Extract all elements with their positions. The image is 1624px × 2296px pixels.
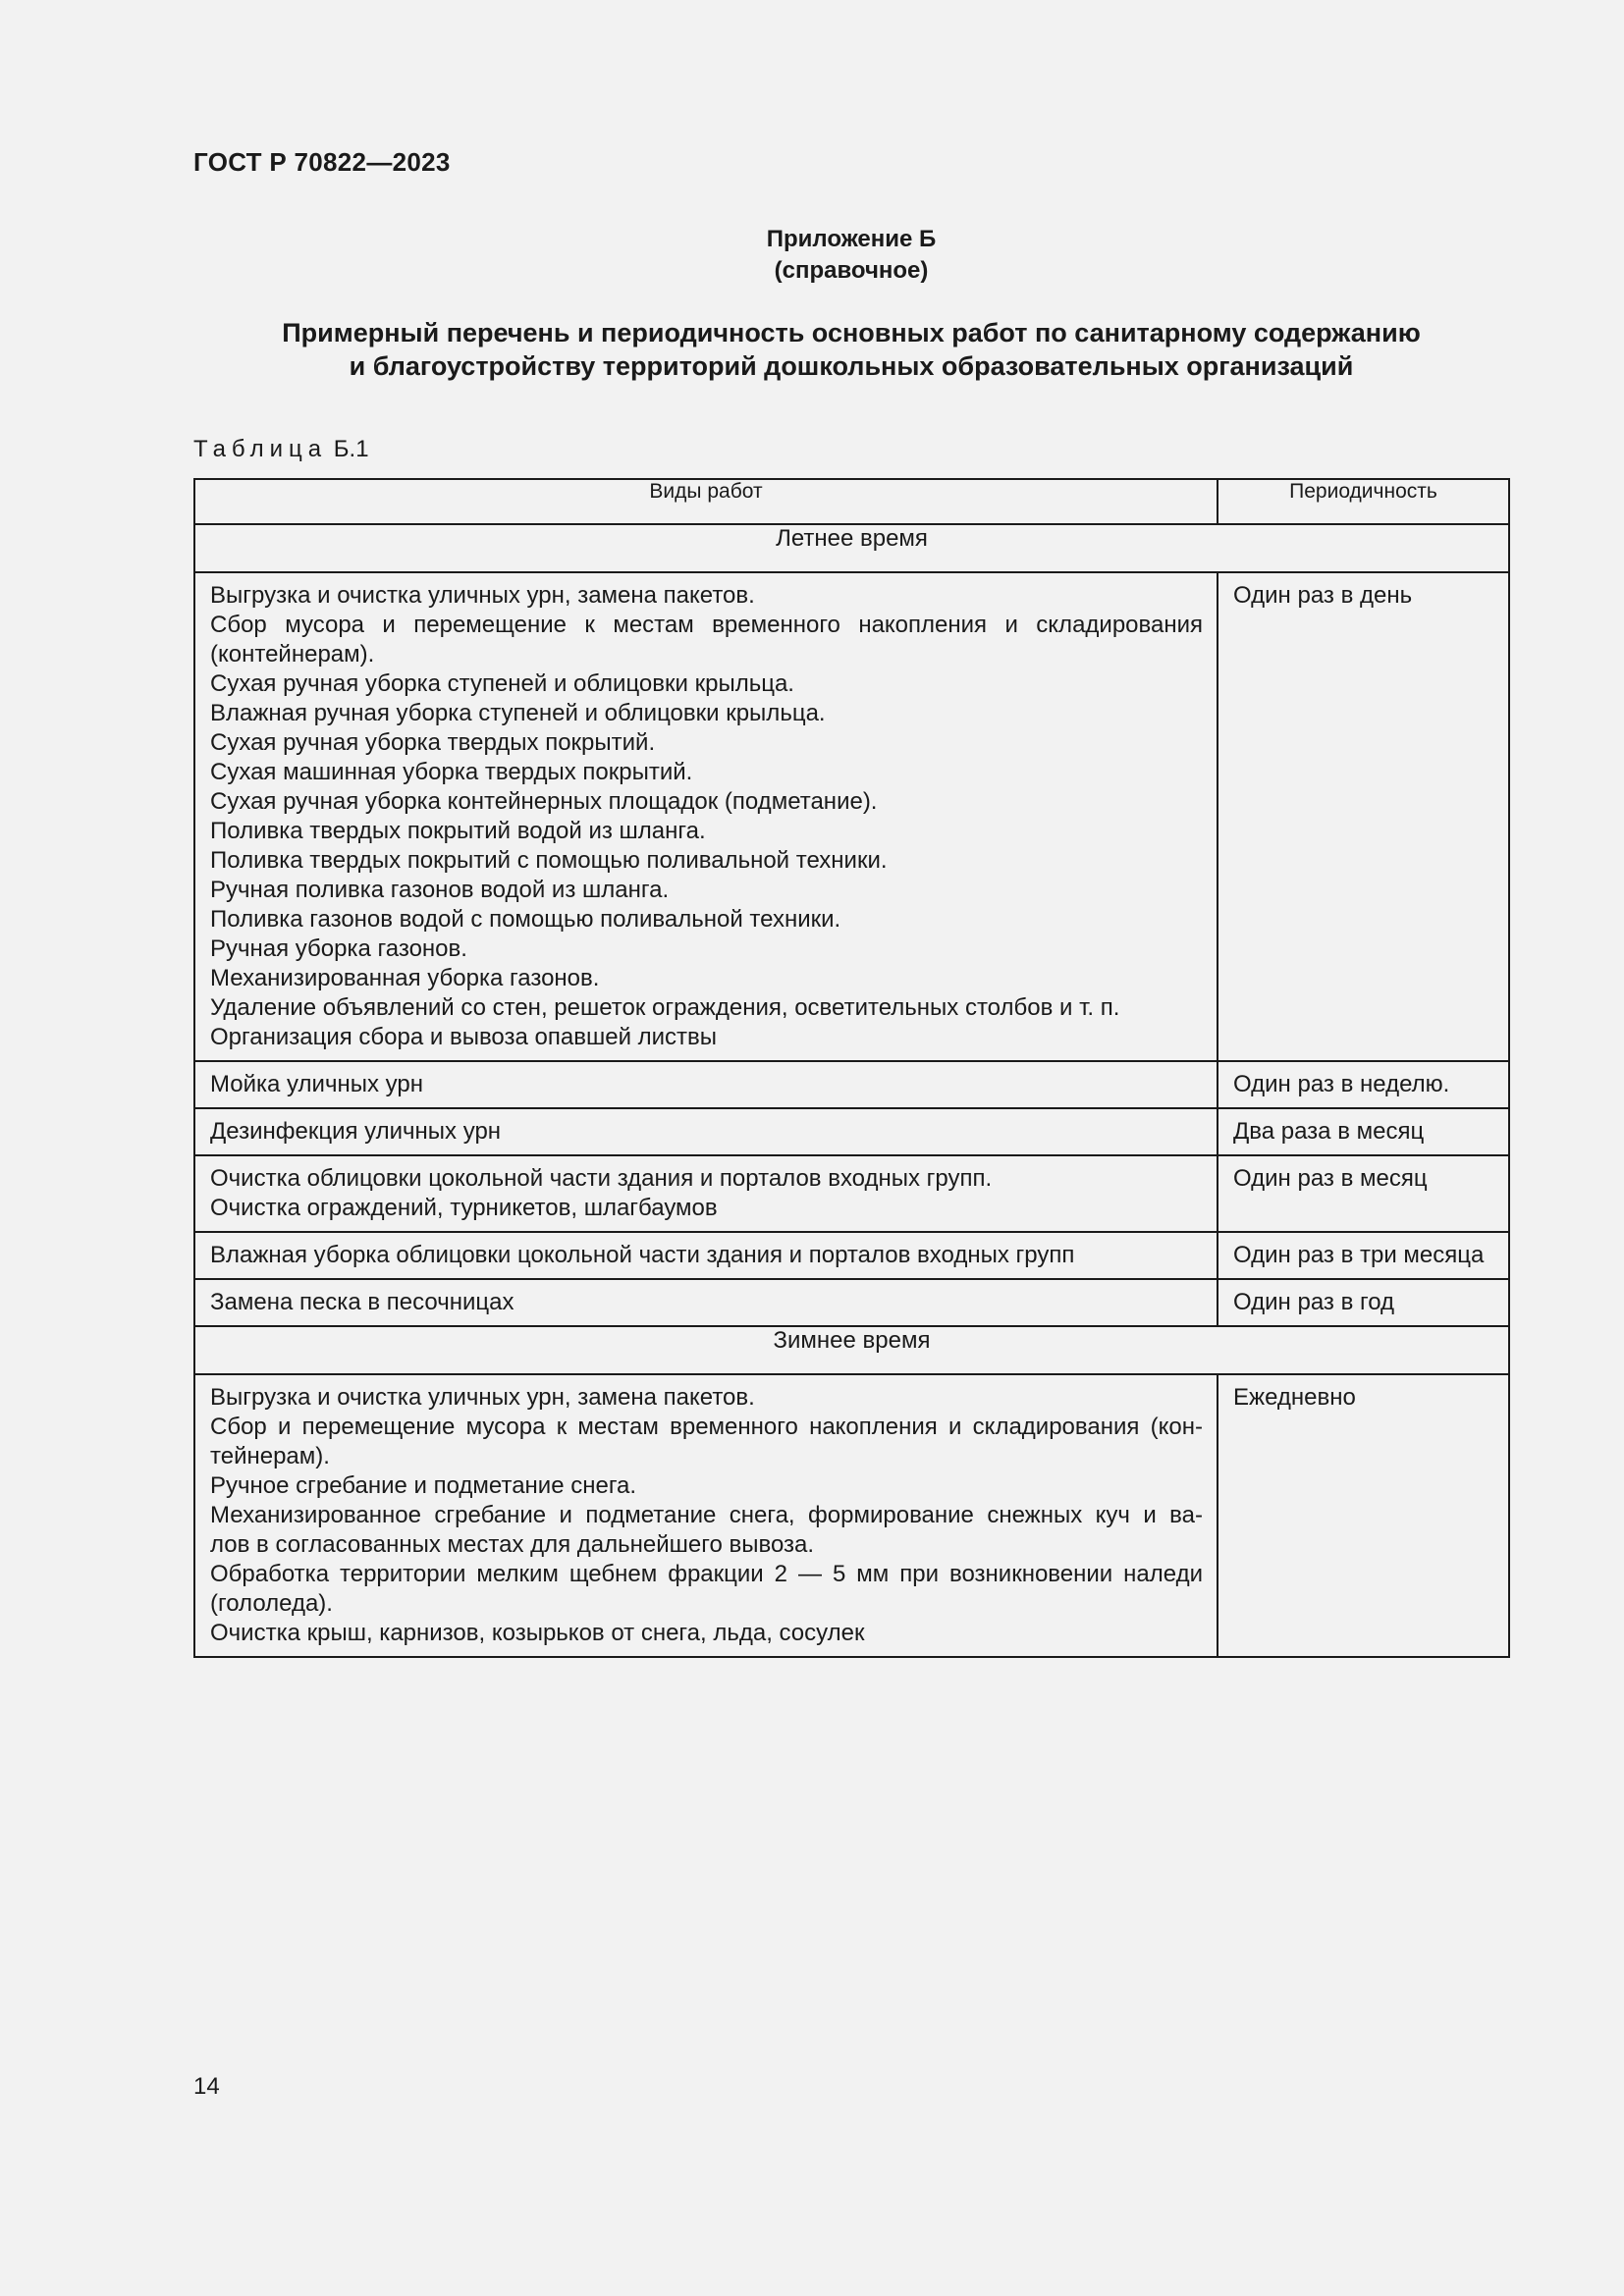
work-cell xyxy=(194,1279,1218,1326)
appendix-kind: (справочное) xyxy=(774,257,929,284)
table-caption-number: Б.1 xyxy=(333,436,369,462)
work-line: Очистка крыш, карнизов, козырьков от снега, льда, сосулек xyxy=(210,1620,865,1646)
work-cell xyxy=(194,572,1218,1061)
work-line: Сухая машинная уборка твердых покрытий. xyxy=(210,759,693,785)
work-line: Поливка газонов водой с помощью поливальной техники. xyxy=(210,906,841,933)
work-line: Сухая ручная уборка ступеней и облицовки крыльца. xyxy=(210,670,794,697)
table-row xyxy=(194,1232,1509,1279)
document-code: ГОСТ Р 70822—2023 xyxy=(193,147,451,177)
work-cell xyxy=(194,1374,1218,1657)
work-line: Сухая ручная уборка контейнерных площадок (подметание). xyxy=(210,788,878,815)
work-line: Замена песка в песочницах xyxy=(210,1289,514,1315)
period-cell xyxy=(1218,1108,1509,1155)
work-line: Поливка твердых покрытий водой из шланга. xyxy=(210,818,706,844)
work-line: (контейнерам). xyxy=(210,641,375,667)
work-line: Ручное сгребание и подметание снега. xyxy=(210,1472,637,1499)
table-caption-word: Таблица xyxy=(193,436,328,462)
work-cell xyxy=(194,1061,1218,1108)
season-row-summer xyxy=(194,524,1509,572)
period-cell xyxy=(1218,1279,1509,1326)
column-header-period: Периодичность xyxy=(1218,479,1509,524)
season-label: Летнее время xyxy=(194,524,1509,572)
table-row xyxy=(194,1108,1509,1155)
work-cell xyxy=(194,1232,1218,1279)
work-line: Влажная уборка облицовки цокольной части здания и порталов входных групп xyxy=(210,1242,1075,1268)
season-row-winter xyxy=(194,1326,1509,1374)
work-line: Удаление объявлений со стен, решеток ограждения, осветительных столбов и т. п. xyxy=(210,994,1120,1021)
table-row xyxy=(194,1061,1509,1108)
work-line: Выгрузка и очистка уличных урн, замена пакетов. xyxy=(210,582,755,609)
table-header-row xyxy=(194,479,1509,524)
appendix-title: Приложение Б xyxy=(766,226,937,252)
page-number: 14 xyxy=(193,2073,220,2100)
document-title xyxy=(193,316,1509,383)
work-line: тейнерам). xyxy=(210,1443,330,1469)
work-line: Мойка уличных урн xyxy=(210,1071,423,1097)
table-row xyxy=(194,1155,1509,1232)
table-row xyxy=(194,572,1509,1061)
work-line: Обработка территории мелким щебнем фракции 2 — 5 мм при возникновении наледи xyxy=(210,1561,1203,1587)
work-line: Организация сбора и вывоза опавшей листвы xyxy=(210,1024,718,1050)
table-caption xyxy=(193,436,369,463)
work-line: Сбор мусора и перемещение к местам временного накопления и складирования xyxy=(210,612,1203,638)
period-value: Один раз в три месяца xyxy=(1233,1242,1485,1268)
work-cell xyxy=(194,1108,1218,1155)
table-body xyxy=(194,524,1509,1657)
work-line: Очистка ограждений, турникетов, шлагбаумов xyxy=(210,1195,718,1221)
work-line: Механизированная уборка газонов. xyxy=(210,965,600,991)
document-title-line-1: Примерный перечень и периодичность основных работ по санитарному содержанию xyxy=(282,318,1421,347)
document-title-line-2: и благоустройству территорий дошкольных образовательных организаций xyxy=(349,351,1354,381)
works-table xyxy=(193,478,1510,1658)
work-line: Выгрузка и очистка уличных урн, замена пакетов. xyxy=(210,1384,755,1411)
period-cell xyxy=(1218,1374,1509,1657)
period-value: Один раз в месяц xyxy=(1233,1165,1428,1192)
work-line: Ручная уборка газонов. xyxy=(210,935,467,962)
work-line: Ручная поливка газонов водой из шланга. xyxy=(210,877,670,903)
work-line: лов в согласованных местах для дальнейшего вывоза. xyxy=(210,1531,815,1558)
table-row xyxy=(194,1374,1509,1657)
column-header-work: Виды работ xyxy=(194,479,1218,524)
season-label: Зимнее время xyxy=(194,1326,1509,1374)
period-cell xyxy=(1218,1155,1509,1232)
work-line: Поливка твердых покрытий с помощью поливальной техники. xyxy=(210,847,888,874)
period-cell xyxy=(1218,1232,1509,1279)
work-cell xyxy=(194,1155,1218,1232)
work-line: Влажная ручная уборка ступеней и облицовки крыльца. xyxy=(210,700,826,726)
work-line: Сухая ручная уборка твердых покрытий. xyxy=(210,729,656,756)
period-cell xyxy=(1218,572,1509,1061)
period-cell xyxy=(1218,1061,1509,1108)
work-line: Очистка облицовки цокольной части здания и порталов входных групп. xyxy=(210,1165,993,1192)
period-value: Один раз в день xyxy=(1233,582,1413,609)
work-line: (гололеда). xyxy=(210,1590,333,1617)
period-value: Ежедневно xyxy=(1233,1384,1356,1411)
period-value: Два раза в месяц xyxy=(1233,1118,1425,1145)
work-line: Механизированное сгребание и подметание снега, формирование снежных куч и ва- xyxy=(210,1502,1203,1528)
table-row xyxy=(194,1279,1509,1326)
period-value: Один раз в неделю. xyxy=(1233,1071,1450,1097)
work-line: Сбор и перемещение мусора к местам временного накопления и складирования (кон- xyxy=(210,1414,1203,1440)
work-line: Дезинфекция уличных урн xyxy=(210,1118,502,1145)
period-value: Один раз в год xyxy=(1233,1289,1395,1315)
